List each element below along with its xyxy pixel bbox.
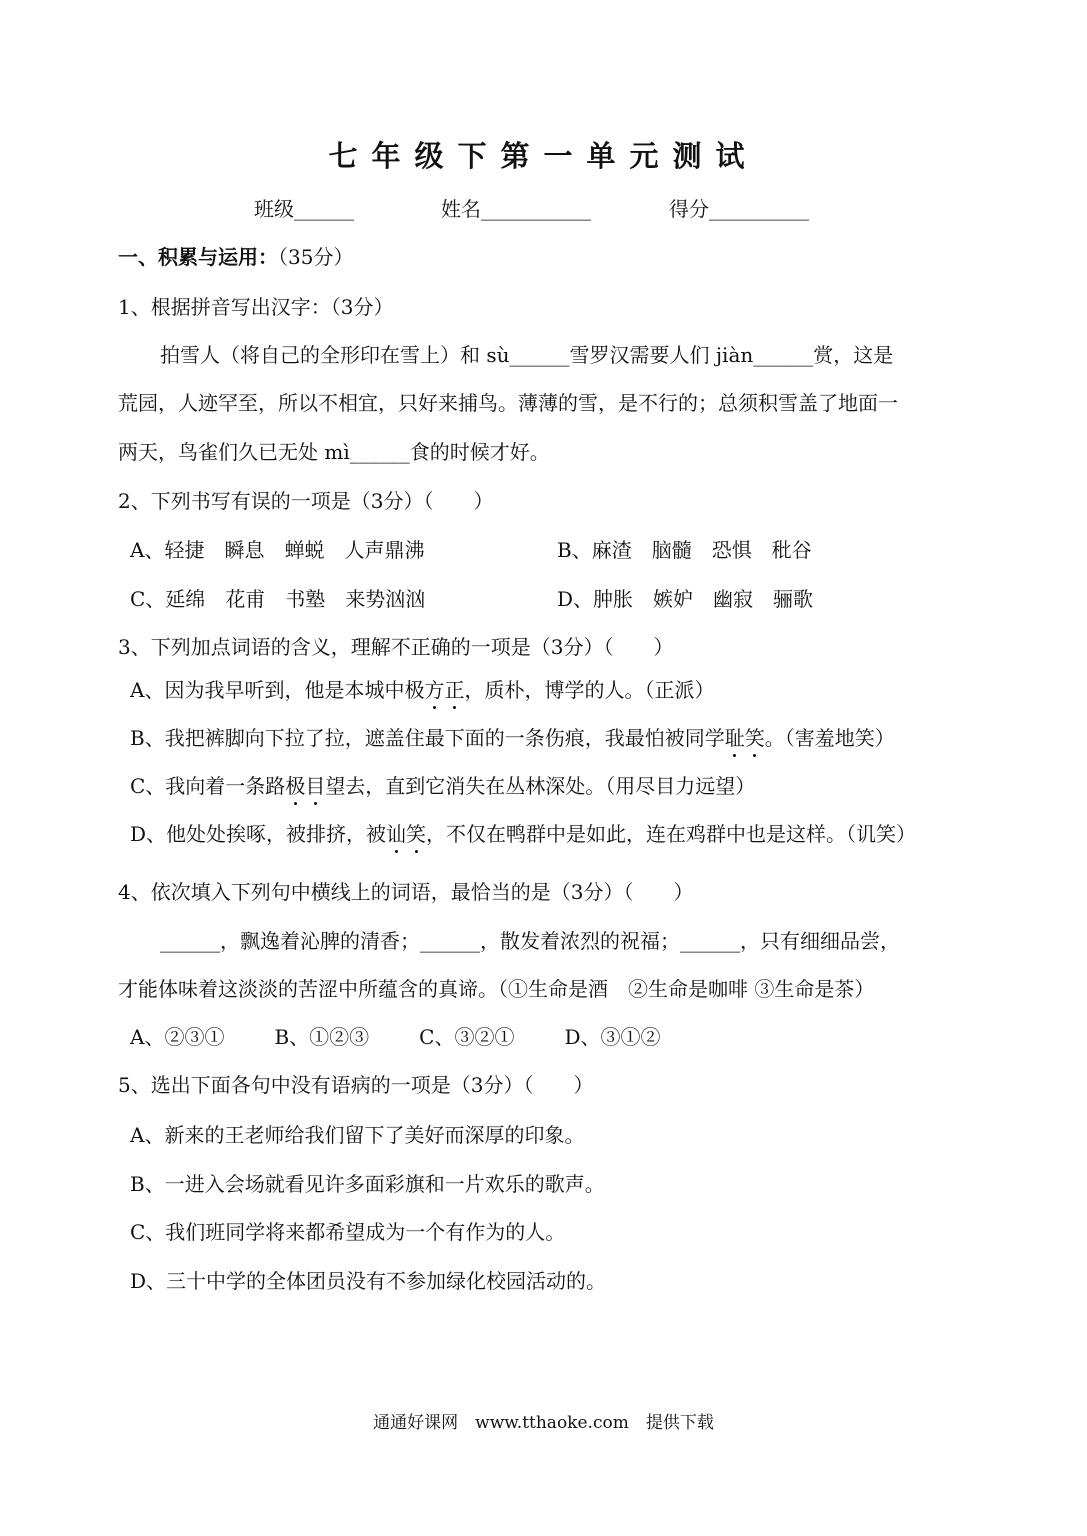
- q2-c-word: 花甫: [225, 587, 266, 611]
- emphasis-char: 笑: [744, 726, 765, 750]
- q2-stem: 2、下列书写有误的一项是（3分）（ ）: [118, 489, 494, 513]
- score-field: 得分__________: [669, 197, 809, 221]
- q2-option-b: [557, 537, 812, 563]
- q1-passage-line-1: 拍雪人（将自己的全形印在雪上）和 sù______雪罗汉需要人们 jiàn______赏，这是: [160, 343, 894, 367]
- q2-a-word: 人声鼎沸: [344, 538, 425, 562]
- q4-option-c: C、③②①: [419, 1025, 515, 1049]
- q2-b-word: 麻渣: [591, 538, 632, 562]
- name-field: 姓名___________: [441, 197, 591, 221]
- q2-option-c: [130, 586, 425, 612]
- q3-d-text: ，不仅在鸭群中是如此，连在鸡群中也是这样。（讥笑）: [426, 822, 917, 846]
- q2-option-a-label: A、: [130, 538, 165, 562]
- emphasis-char: 正: [444, 678, 465, 702]
- q3-c-dotted-word: [285, 774, 325, 798]
- q2-b-word: 秕谷: [771, 538, 812, 562]
- q1-stem: 1、根据拼音写出汉字：（3分）: [118, 295, 394, 319]
- emphasis-char: 讪: [386, 822, 407, 846]
- q3-d-dotted-word: [386, 822, 426, 846]
- footer-credit: 通通好课网 www.tthaoke.com 提供下载: [373, 1413, 714, 1433]
- q3-b-dotted-word: [725, 726, 765, 750]
- q3-stem: 3、下列加点词语的含义，理解不正确的一项是（3分）（ ）: [118, 635, 674, 659]
- q3-c-text: 望去，直到它消失在丛林深处。（用尽目力远望）: [325, 774, 756, 798]
- section-heading: [118, 244, 353, 270]
- q2-a-word: 轻捷: [164, 538, 205, 562]
- q4-passage-line-1: ______，飘逸着沁脾的清香；______，散发着浓烈的祝福；______，只有细细品尝，: [160, 929, 900, 953]
- emphasis-char: 极: [285, 774, 306, 798]
- q2-option-d-label: D、: [557, 587, 594, 611]
- q4-option-d: D、③①②: [564, 1025, 661, 1049]
- q1-passage-line-3: 两天，鸟雀们久已无处 mì______食的时候才好。: [118, 440, 550, 464]
- q3-option-b: [130, 725, 895, 751]
- q2-c-word: 来势汹汹: [345, 587, 426, 611]
- q3-a-dotted-word: [424, 678, 464, 702]
- q2-d-word: 嫉妒: [653, 587, 694, 611]
- q2-c-word: 延绵: [165, 587, 206, 611]
- q4-option-a: A、②③①: [130, 1025, 225, 1049]
- q3-option-a: [130, 677, 714, 703]
- q1-passage-line-2: 荒园，人迹罕至，所以不相宜，只好来捕鸟。薄薄的雪，是不行的；总须积雪盖了地面一: [118, 391, 898, 415]
- emphasis-char: 笑: [406, 822, 427, 846]
- q3-a-text: ，质朴，博学的人。（正派）: [464, 678, 715, 702]
- emphasis-char: 目: [305, 774, 326, 798]
- q2-d-word: 骊歌: [773, 587, 814, 611]
- q4-passage-line-2: 才能体味着这淡淡的苦涩中所蕴含的真谛。（①生命是酒 ②生命是咖啡 ③生命是茶）: [118, 977, 875, 1001]
- q2-option-d: [557, 586, 813, 612]
- q2-c-word: 书塾: [285, 587, 326, 611]
- q2-d-word: 幽寂: [713, 587, 754, 611]
- q2-b-word: 脑髓: [651, 538, 692, 562]
- q3-d-text: D、他处处挨啄，被排挤，被: [130, 822, 387, 846]
- q4-option-b: B、①②③: [274, 1025, 370, 1049]
- q2-a-word: 蝉蜕: [284, 538, 325, 562]
- q3-c-text: C、我向着一条路: [130, 774, 286, 798]
- q3-option-d: [130, 821, 916, 847]
- q5-option-a: A、新来的王老师给我们留下了美好而深厚的印象。: [130, 1123, 585, 1147]
- q3-b-text: B、我把裤脚向下拉了拉，遮盖住最下面的一条伤痕，我最怕被同学: [130, 726, 725, 750]
- q3-b-text: 。（害羞地笑）: [764, 726, 895, 750]
- section-heading-score: （35分）: [278, 245, 354, 269]
- q2-a-word: 瞬息: [224, 538, 265, 562]
- q4-options: [130, 1024, 661, 1050]
- q5-option-d: D、三十中学的全体团员没有不参加绿化校园活动的。: [130, 1269, 607, 1293]
- q2-option-b-label: B、: [557, 538, 592, 562]
- page-title: 七年级下第一单元测试: [328, 139, 759, 173]
- emphasis-char: 方: [424, 678, 445, 702]
- q3-option-c: [130, 773, 755, 799]
- q2-option-a: [130, 537, 424, 563]
- class-field: 班级______: [254, 197, 354, 221]
- q5-option-b: B、一进入会场就看见许多面彩旗和一片欢乐的歌声。: [130, 1172, 605, 1196]
- q5-option-c: C、我们班同学将来都希望成为一个有作为的人。: [130, 1220, 566, 1244]
- q2-option-c-label: C、: [130, 587, 166, 611]
- q5-stem: 5、选出下面各句中没有语病的一项是（3分）（ ）: [118, 1073, 594, 1097]
- q3-a-text: A、因为我早听到，他是本城中极: [130, 678, 425, 702]
- q2-b-word: 恐惧: [711, 538, 752, 562]
- section-heading-title: 一、积累与运用：: [118, 245, 278, 269]
- q4-stem: 4、依次填入下列句中横线上的词语，最恰当的是（3分）（ ）: [118, 880, 694, 904]
- q2-d-word: 肿胀: [593, 587, 634, 611]
- emphasis-char: 耻: [724, 726, 745, 750]
